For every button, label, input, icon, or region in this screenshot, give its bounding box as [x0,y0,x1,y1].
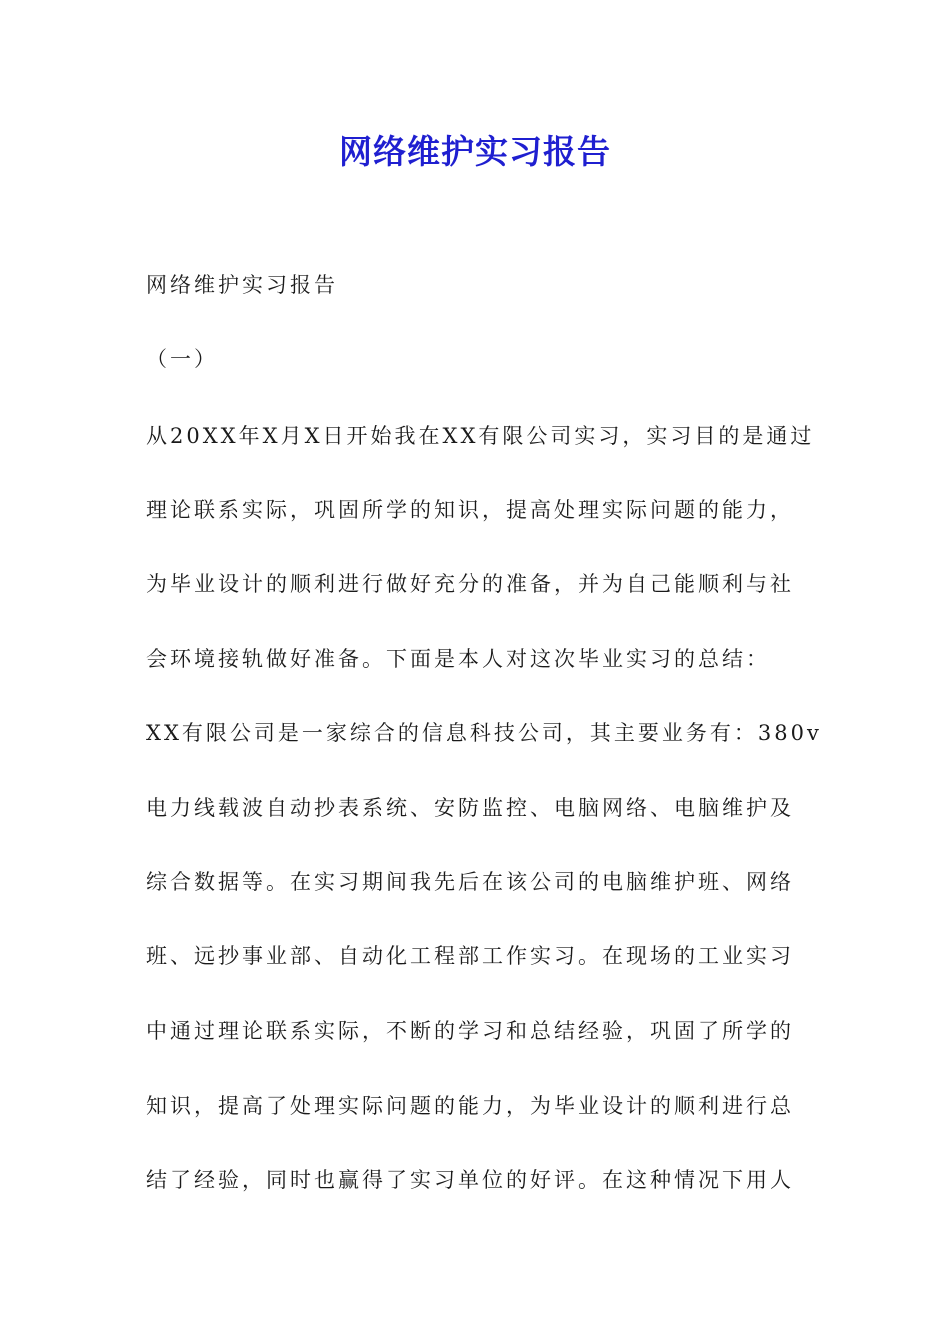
paragraph-line: 为毕业设计的顺利进行做好充分的准备，并为自己能顺利与社 [146,572,794,596]
paragraph-line: 中通过理论联系实际，不断的学习和总结经验，巩固了所学的 [146,1019,794,1043]
paragraph-line: 结了经验，同时也赢得了实习单位的好评。在这种情况下用人 [146,1168,794,1192]
paragraph-line: 电力线载波自动抄表系统、安防监控、电脑网络、电脑维护及 [146,796,794,820]
section-marker: （一） [146,347,218,371]
paragraph-line: 班、远抄事业部、自动化工程部工作实习。在现场的工业实习 [146,944,794,968]
paragraph-line: XX有限公司是一家综合的信息科技公司，其主要业务有：380v [146,721,822,745]
paragraph-line: 会环境接轨做好准备。下面是本人对这次毕业实习的总结： [146,647,770,671]
page-title: 网络维护实习报告 [339,132,611,171]
paragraph-line: 知识，提高了处理实际问题的能力，为毕业设计的顺利进行总 [146,1094,794,1118]
doc-subtitle: 网络维护实习报告 [146,273,338,297]
paragraph-line: 综合数据等。在实习期间我先后在该公司的电脑维护班、网络 [146,870,794,894]
paragraph-line: 理论联系实际，巩固所学的知识，提高处理实际问题的能力， [146,498,794,522]
paragraph-line: 从20XX年X月X日开始我在XX有限公司实习，实习目的是通过 [146,424,815,448]
